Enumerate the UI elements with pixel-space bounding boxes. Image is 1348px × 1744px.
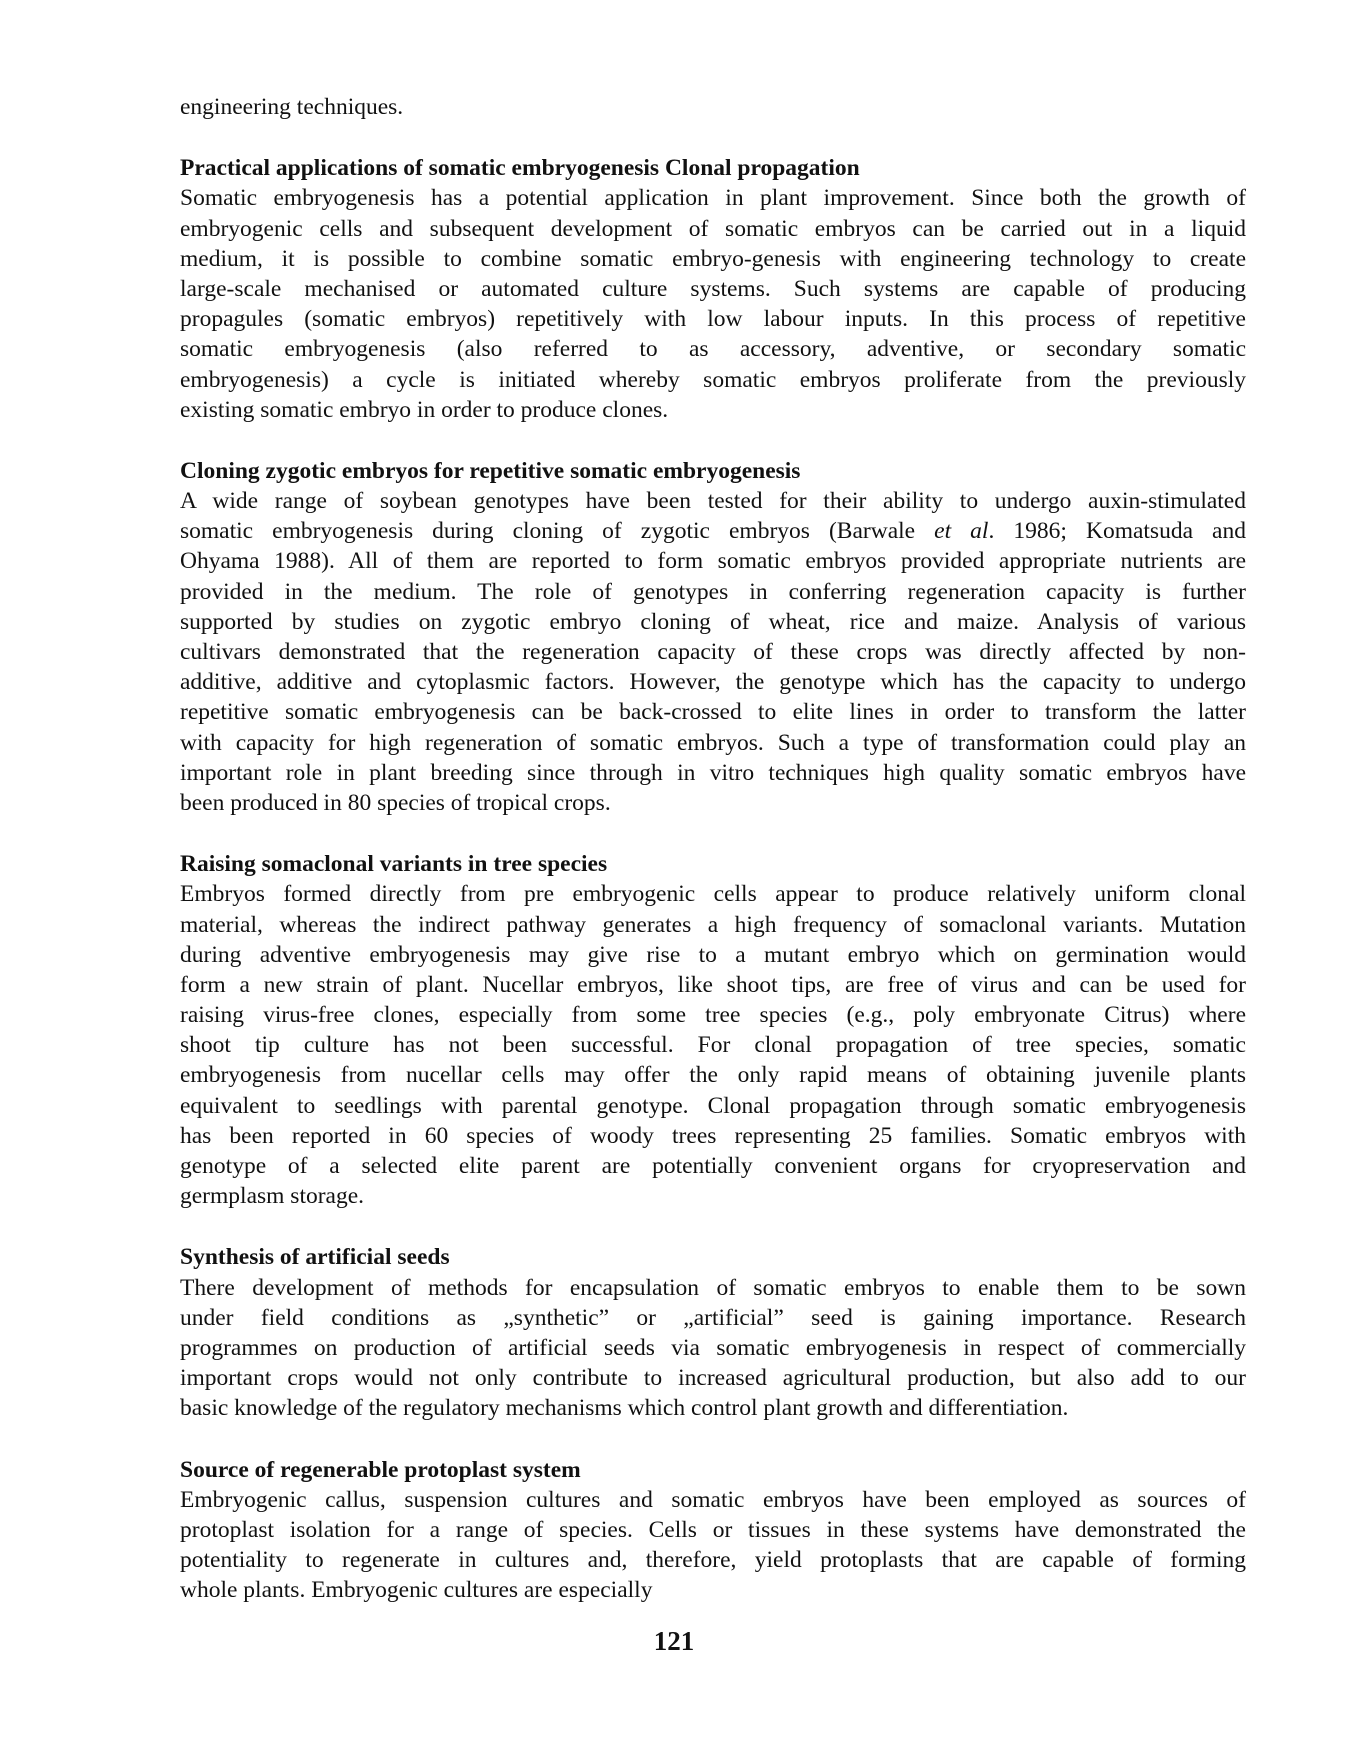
paragraph-line: equivalent to seedlings with parental genotype. Clonal propagation through somatic embryogenesis [180, 1092, 1246, 1119]
paragraph-line: potentiality to regenerate in cultures and, therefore, yield protoplasts that are capable of forming [180, 1547, 1246, 1574]
section-heading: Source of regenerable protoplast system [180, 1456, 581, 1483]
paragraph-line: propagules (somatic embryos) repetitively with low labour inputs. In this process of repetitive [180, 306, 1246, 333]
paragraph-line: important role in plant breeding since through in vitro techniques high quality somatic embryos have [180, 759, 1246, 786]
paragraph-line: important crops would not only contribute to increased agricultural production, but also add to our [180, 1365, 1246, 1392]
paragraph-line: supported by studies on zygotic embryo cloning of wheat, rice and maize. Analysis of various [180, 608, 1246, 635]
citation-tail: . 1986; Komatsuda and [988, 518, 1246, 545]
paragraph-line: medium, it is possible to combine somatic embryo-genesis with engineering technology to create [180, 245, 1246, 272]
paragraph-line: with capacity for high regeneration of somatic embryos. Such a type of transformation could play an [180, 729, 1246, 756]
paragraph-line: existing somatic embryo in order to produce clones. [180, 396, 669, 423]
paragraph-line: A wide range of soybean genotypes have been tested for their ability to undergo auxin-stimulated [180, 488, 1246, 515]
paragraph-line: embryogenesis from nucellar cells may offer the only rapid means of obtaining juvenile plants [180, 1062, 1246, 1089]
paragraph-line: embryogenic cells and subsequent development of somatic embryos can be carried out in a liquid [180, 215, 1246, 242]
paragraph-line: been produced in 80 species of tropical crops. [180, 789, 611, 816]
paragraph-line: large-scale mechanised or automated culture systems. Such systems are capable of producing [180, 275, 1246, 302]
paragraph-line: Ohyama 1988). All of them are reported to form somatic embryos provided appropriate nutrients are [180, 548, 1246, 575]
section-gap [180, 1424, 1246, 1455]
paragraph-line: germplasm storage. [180, 1183, 365, 1210]
paragraph-line: somatic embryogenesis (also referred to as accessory, adventive, or secondary somatic [180, 336, 1246, 363]
paragraph-line: form a new strain of plant. Nucellar embryos, like shoot tips, are free of virus and can be used for [180, 971, 1246, 998]
paragraph-line-with-citation [180, 516, 1246, 546]
section-clonal-propagation [180, 153, 1246, 425]
paragraph-line: under field conditions as „synthetic” or „artificial” seed is gaining importance. Research [180, 1304, 1246, 1331]
paragraph-line: cultivars demonstrated that the regeneration capacity of these crops was directly affected by non- [180, 639, 1246, 665]
paragraph-line: whole plants. Embryogenic cultures are especially [180, 1577, 653, 1604]
document-page [180, 92, 1246, 1605]
paragraph-line: Embryogenic callus, suspension cultures and somatic embryos have been employed as sources of [180, 1486, 1246, 1513]
paragraph-line: raising virus-free clones, especially from some tree species (e.g., poly embryonate Citrus) where [180, 1002, 1246, 1029]
paragraph-line: repetitive somatic embryogenesis can be back-crossed to elite lines in order to transform the latter [180, 699, 1246, 726]
section-somaclonal-variants [180, 849, 1246, 1211]
section-heading: Raising somaclonal variants in tree species [180, 851, 608, 878]
section-heading: Practical applications of somatic embryogenesis Clonal propagation [180, 155, 860, 182]
paragraph-line: protoplast isolation for a range of species. Cells or tissues in these systems have demonstrated the [180, 1516, 1246, 1543]
citation-italic: et al [934, 518, 989, 545]
section-gap [180, 122, 1246, 153]
paragraph-line: material, whereas the indirect pathway generates a high frequency of somaclonal variants. Mutation [180, 911, 1246, 938]
paragraph-line: during adventive embryogenesis may give rise to a mutant embryo which on germination would [180, 941, 1246, 968]
section-gap [180, 818, 1246, 849]
page-number: 121 [653, 1626, 695, 1656]
section-artificial-seeds [180, 1242, 1246, 1423]
paragraph-line: embryogenesis) a cycle is initiated whereby somatic embryos proliferate from the previously [180, 366, 1246, 393]
paragraph-line: has been reported in 60 species of woody trees representing 25 families. Somatic embryos with [180, 1122, 1246, 1149]
paragraph-line: basic knowledge of the regulatory mechanisms which control plant growth and differentiation. [180, 1395, 1069, 1422]
section-protoplast-system [180, 1455, 1246, 1606]
section-heading: Cloning zygotic embryos for repetitive somatic embryogenesis [180, 457, 801, 484]
paragraph-line: There development of methods for encapsulation of somatic embryos to enable them to be sown [180, 1274, 1246, 1301]
paragraph-line: Somatic embryogenesis has a potential application in plant improvement. Since both the growth of [180, 185, 1246, 212]
paragraph-line: shoot tip culture has not been successful. For clonal propagation of tree species, somatic [180, 1032, 1246, 1059]
intro-tail-text: engineering techniques. [180, 94, 404, 120]
paragraph-line: Embryos formed directly from pre embryogenic cells appear to produce relatively uniform clonal [180, 881, 1246, 908]
paragraph-line: provided in the medium. The role of genotypes in conferring regeneration capacity is further [180, 578, 1246, 605]
section-heading: Synthesis of artificial seeds [180, 1244, 450, 1271]
paragraph-line: programmes on production of artificial seeds via somatic embryogenesis in respect of commercially [180, 1334, 1246, 1361]
section-gap [180, 1211, 1246, 1242]
paragraph-line: genotype of a selected elite parent are potentially convenient organs for cryopreservation and [180, 1153, 1246, 1179]
citation-lead: somatic embryogenesis during cloning of zygotic embryos (Barwale [180, 518, 935, 545]
paragraph-line: additive, additive and cytoplasmic factors. However, the genotype which has the capacity to undergo [180, 669, 1246, 696]
section-gap [180, 425, 1246, 456]
section-cloning-zygotic-embryos [180, 456, 1246, 818]
